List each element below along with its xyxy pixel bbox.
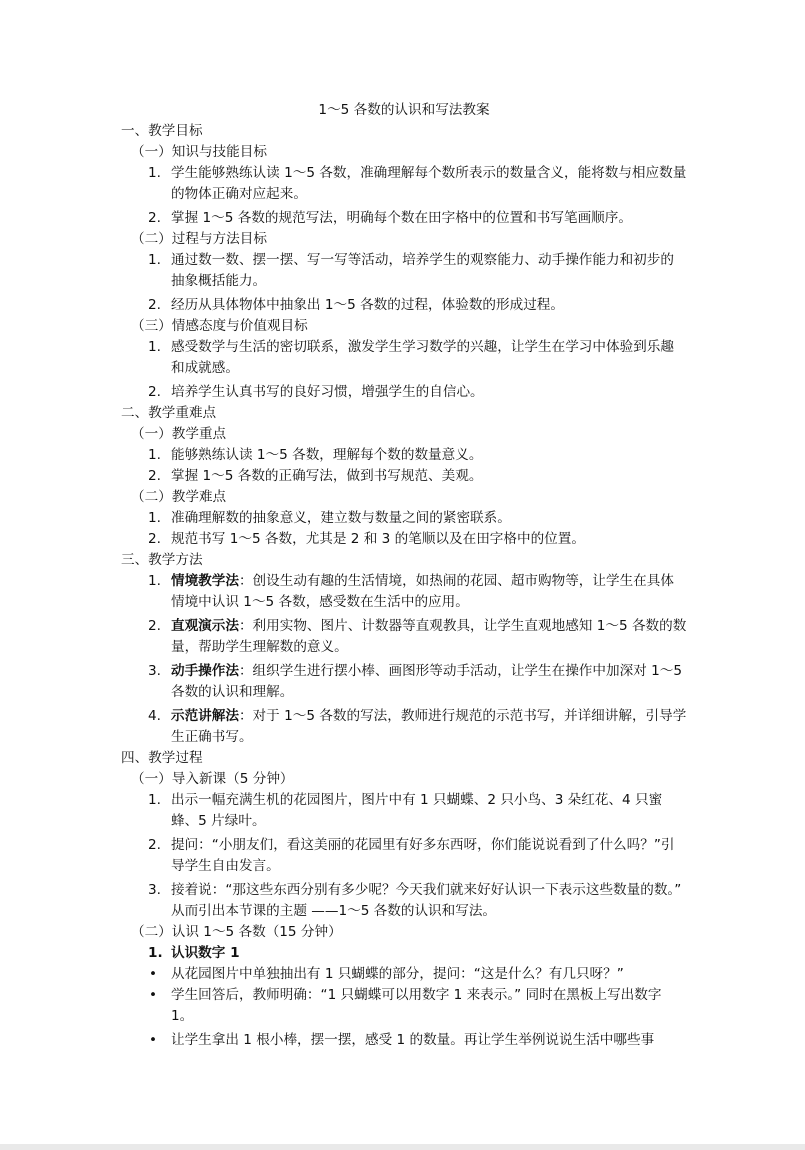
list-item [121,250,687,292]
list-item-text: 培养学生认真书写的良好习惯，增强学生的自信心。 [171,384,484,400]
list-number: 3. [148,663,161,679]
list-item-text: ：利用实物、图片、计数器等直观教具，让学生直观地感知 1～5 各数的数量，帮助学生理解数的意义。 [171,618,687,655]
list-item [121,382,687,403]
list-item-text: 掌握 1～5 各数的规范写法，明确每个数在田字格中的位置和书写笔画顺序。 [171,210,632,226]
section-heading-methods: 三、教学方法 [121,552,203,568]
bullet-text: 让学生拿出 1 根小棒，摆一摆，感受 1 的数量。再让学生举例说说生活中哪些事 [171,1032,655,1048]
list-item [121,616,687,658]
method-label: 动手操作法 [171,663,239,679]
list-item [121,337,687,379]
list-item-text: 出示一幅充满生机的花园图片，图片中有 1 只蝴蝶、2 只小鸟、3 朵红花、4 只蜜蜂、5 片绿叶。 [171,792,663,829]
method-label: 示范讲解法 [171,708,239,724]
list-item [121,571,687,613]
list-item-text: ：组织学生进行摆小棒、画图形等动手活动，让学生在操作中加深对 1～5 各数的认识和理解。 [171,663,682,700]
list-number: 1. [148,792,161,808]
bullet-item [121,964,687,985]
step-label: 认识数字 1 [171,945,240,961]
list-number: 1. [148,510,161,526]
list-item-text: 通过数一数、摆一摆、写一写等活动，培养学生的观察能力、动手操作能力和初步的抽象概括能力。 [171,252,674,289]
section-heading-process: 四、教学过程 [121,750,203,766]
list-item-text: ：对于 1～5 各数的写法，教师进行规范的示范书写，并详细讲解，引导学生正确书写。 [171,708,687,745]
step-item [121,943,687,964]
bullet-text: 从花园图片中单独抽出有 1 只蝴蝶的部分，提问：“这是什么？有几只呀？” [171,966,624,982]
subsection-heading-knowledge: （一）知识与技能目标 [131,144,267,160]
list-number: 2. [148,468,161,484]
list-item [121,208,687,229]
step-number: 1. [148,945,163,961]
list-item [121,706,687,748]
method-label: 情境教学法 [171,573,239,589]
list-item-text: 提问：“小朋友们，看这美丽的花园里有好多东西呀，你们能说说看到了什么吗？”引导学生自由发言。 [171,837,675,874]
list-item-text: 准确理解数的抽象意义，建立数与数量之间的紧密联系。 [171,510,511,526]
list-number: 2. [148,297,161,313]
list-number: 4. [148,708,161,724]
list-item [121,529,687,550]
subsection-heading-recognize: （二）认识 1～5 各数（15 分钟） [131,924,342,940]
bullet-mark: • [149,966,158,982]
subsection-heading-intro: （一）导入新课（5 分钟） [131,771,294,787]
list-item [121,445,687,466]
list-item [121,880,687,922]
list-item-text: 学生能够熟练认读 1～5 各数，准确理解每个数所表示的数量含义，能将数与相应数量的物体正确对应起来。 [171,165,687,202]
list-number: 2. [148,618,161,634]
list-number: 2. [148,210,161,226]
subsection-heading-process: （二）过程与方法目标 [131,231,267,247]
list-item-text: 经历从具体物体中抽象出 1～5 各数的过程，体验数的形成过程。 [171,297,564,313]
method-label: 直观演示法 [171,618,239,634]
list-number: 3. [148,882,161,898]
subsection-heading-key: （一）教学重点 [131,426,227,442]
bullet-mark: • [149,987,158,1003]
list-item [121,466,687,487]
subsection-heading-difficult: （二）教学难点 [131,489,227,505]
list-number: 2. [148,384,161,400]
list-item [121,163,687,205]
bullet-text: 学生回答后，教师明确：“1 只蝴蝶可以用数字 1 来表示。” 同时在黑板上写出数字 1。 [171,987,662,1024]
document-title: 1～5 各数的认识和写法教案 [318,102,490,118]
section-heading-key-points: 二、教学重难点 [121,405,217,421]
list-number: 2. [148,837,161,853]
list-item-text: ：创设生动有趣的生活情境，如热闹的花园、超市购物等，让学生在具体情境中认识 1～5 各数，感受数在生活中的应用。 [171,573,674,610]
page-bottom-bar [0,1144,805,1150]
lesson-plan-body [121,100,687,1051]
list-number: 1. [148,447,161,463]
list-number: 1. [148,252,161,268]
list-item [121,661,687,703]
bullet-item [121,1030,687,1051]
list-item [121,295,687,316]
section-heading-objectives: 一、教学目标 [121,123,203,139]
list-item-text: 规范书写 1～5 各数，尤其是 2 和 3 的笔顺以及在田字格中的位置。 [171,531,585,547]
bullet-item [121,985,687,1027]
list-item [121,835,687,877]
list-number: 1. [148,573,161,589]
list-item-text: 接着说：“那这些东西分别有多少呢？今天我们就来好好认识一下表示这些数量的数。” 从而引出本节课的主题 ——1～5 各数的认识和写法。 [171,882,682,919]
list-item [121,508,687,529]
list-number: 1. [148,339,161,355]
list-item-text: 能够熟练认读 1～5 各数，理解每个数的数量意义。 [171,447,483,463]
list-number: 2. [148,531,161,547]
list-item-text: 感受数学与生活的密切联系，激发学生学习数学的兴趣，让学生在学习中体验到乐趣和成就感。 [171,339,674,376]
subsection-heading-attitude: （三）情感态度与价值观目标 [131,318,308,334]
list-item [121,790,687,832]
list-item-text: 掌握 1～5 各数的正确写法，做到书写规范、美观。 [171,468,483,484]
list-number: 1. [148,165,161,181]
bullet-mark: • [149,1032,158,1048]
